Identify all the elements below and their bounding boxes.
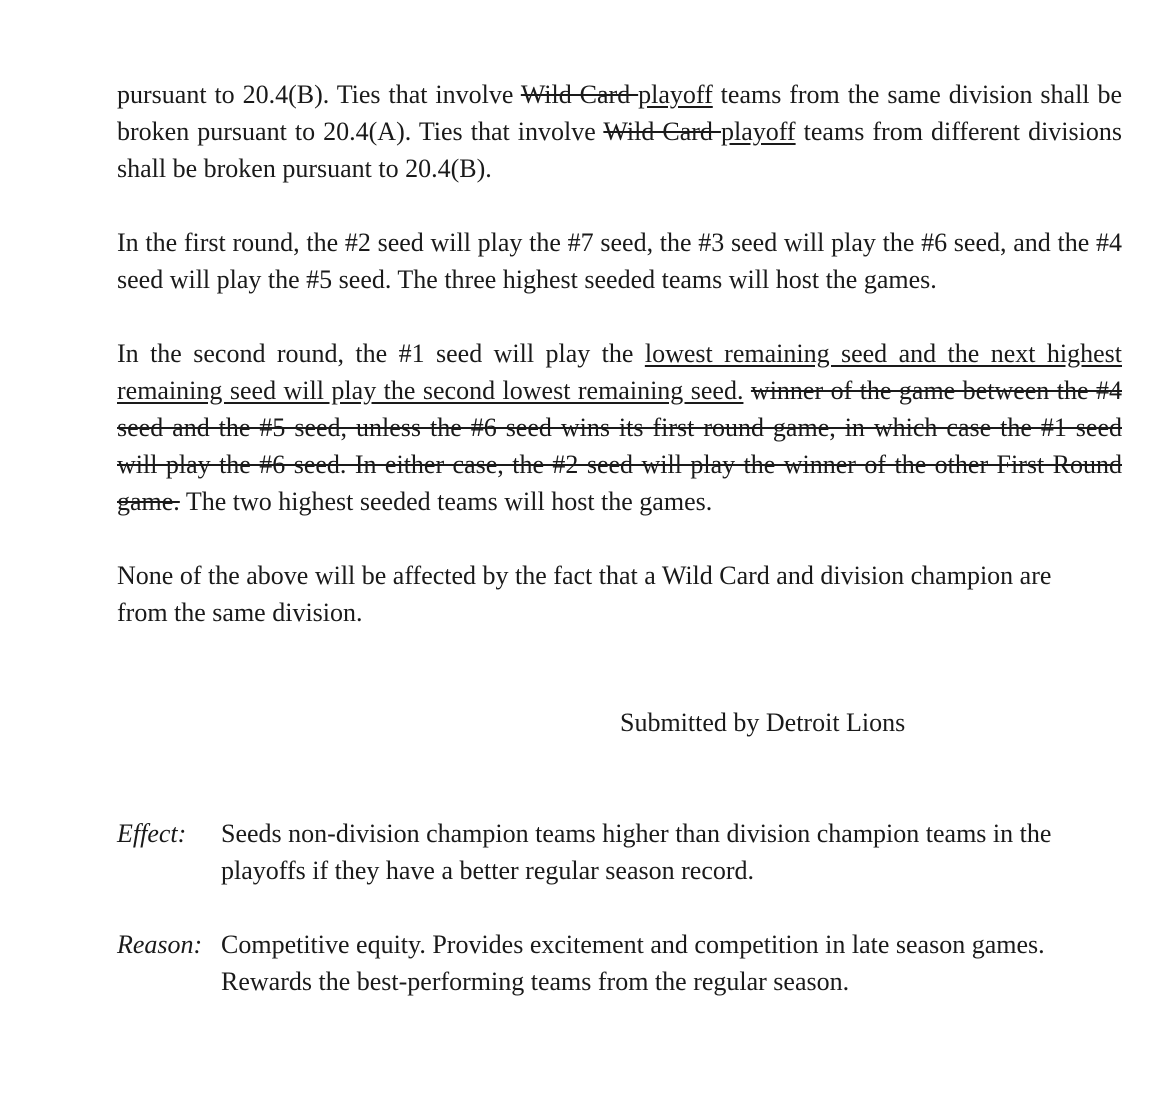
reason-text: Competitive equity. Provides excitement and competition in late season games. Rewards the best-performing teams from the regular season. xyxy=(221,930,1045,996)
paragraph-tiebreakers xyxy=(117,76,1122,187)
effect-section xyxy=(117,815,1122,889)
text-run xyxy=(743,376,750,405)
text-run: teams from different divisions shall be broken pursuant to 20.4(B). xyxy=(117,117,1122,183)
text-run: The two highest seeded teams will host the games. xyxy=(179,487,713,516)
submitted-by: Submitted by Detroit Lions xyxy=(620,708,906,737)
deleted-text: Wild Card xyxy=(520,80,639,109)
text-run: pursuant to 20.4(B). Ties that involve xyxy=(117,80,521,109)
deleted-text: winner of the game between the #4 seed and the #5 seed, unless the #6 seed wins its first round game, in which case the #1 seed will play the #6 seed. In either case, the #2 seed will play the winner of the other First Round game. xyxy=(117,376,1122,516)
inserted-text: lowest remaining seed and the next highest remaining seed will play the second lowest remaining seed. xyxy=(117,339,1122,405)
effect-label: Effect: xyxy=(117,819,187,848)
paragraph-note: None of the above will be affected by the fact that a Wild Card and division champion are from the same division. xyxy=(117,561,1052,627)
reason-section xyxy=(117,926,1122,1000)
document-body xyxy=(117,76,1122,631)
inserted-text: playoff xyxy=(638,80,713,109)
text-run: In the second round, the #1 seed will play the xyxy=(117,339,645,368)
paragraph-first-round: In the first round, the #2 seed will play the #7 seed, the #3 seed will play the #6 seed, and the #4 seed will play the #5 seed. The three highest seeded teams will host the games. xyxy=(117,228,1122,294)
inserted-text: playoff xyxy=(720,117,796,146)
reason-label: Reason: xyxy=(117,930,203,959)
paragraph-second-round xyxy=(117,335,1122,520)
text-run: teams from the same division shall be broken pursuant to 20.4(A). Ties that involve xyxy=(117,80,1122,146)
effect-text: Seeds non-division champion teams higher than division champion teams in the playoffs if they have a better regular season record. xyxy=(221,819,1052,885)
deleted-text: Wild Card xyxy=(603,117,721,146)
